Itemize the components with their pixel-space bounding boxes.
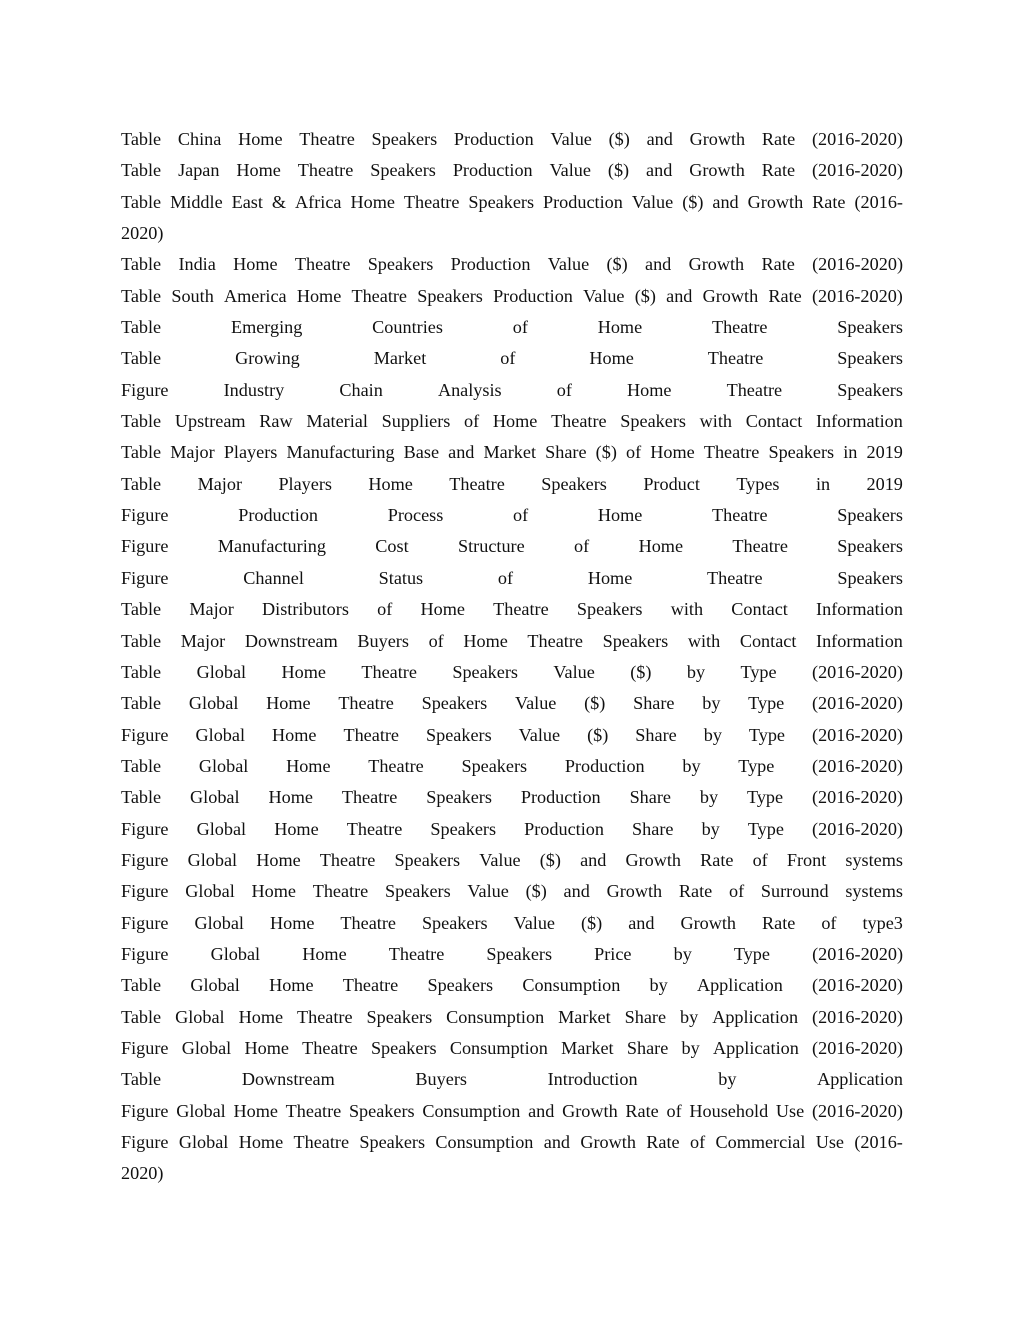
document-line: Table Upstream Raw Material Suppliers of Home Theatre Speakers with Contact Information [121,411,903,432]
document-line: Table Global Home Theatre Speakers Production Share by Type (2016-2020) [121,787,903,808]
document-line: Table Growing Market of Home Theatre Speakers [121,348,903,369]
document-line: Table Global Home Theatre Speakers Value ($) by Type (2016-2020) [121,661,903,682]
document-line: Table Emerging Countries of Home Theatre Speakers [121,317,903,338]
document-line: Table Major Players Home Theatre Speakers Product Types in 2019 [121,473,903,494]
document-line: Figure Production Process of Home Theatre Speakers [121,505,903,526]
document-line: Figure Industry Chain Analysis of Home Theatre Speakers [121,379,903,400]
document-line: Table China Home Theatre Speakers Production Value ($) and Growth Rate (2016-2020) [121,129,903,149]
document-line: 2020) [121,223,164,244]
document-line: Table South America Home Theatre Speakers Production Value ($) and Growth Rate (2016-2020) [121,285,903,306]
document-line: Figure Global Home Theatre Speakers Production Share by Type (2016-2020) [121,818,903,839]
document-page [121,124,903,1190]
document-line: Table Major Distributors of Home Theatre Speakers with Contact Information [121,599,903,620]
document-line: Figure Global Home Theatre Speakers Consumption Market Share by Application (2016-2020) [121,1037,903,1058]
document-line: Table Global Home Theatre Speakers Consumption by Application (2016-2020) [121,975,903,996]
document-line: Table Global Home Theatre Speakers Consumption Market Share by Application (2016-2020) [121,1006,903,1027]
document-line: Table Major Players Manufacturing Base and Market Share ($) of Home Theatre Speakers in 2019 [121,442,903,463]
document-line: Table India Home Theatre Speakers Production Value ($) and Growth Rate (2016-2020) [121,254,903,275]
document-line: Table Downstream Buyers Introduction by Application [121,1069,903,1090]
document-line: Figure Global Home Theatre Speakers Value ($) Share by Type (2016-2020) [121,724,903,745]
document-line: Table Middle East & Africa Home Theatre Speakers Production Value ($) and Growth Rate (2016- [121,191,903,212]
document-line: Figure Manufacturing Cost Structure of Home Theatre Speakers [121,536,903,557]
document-line: Table Global Home Theatre Speakers Production by Type (2016-2020) [121,755,903,776]
document-line: Figure Global Home Theatre Speakers Consumption and Growth Rate of Household Use (2016-2020) [121,1100,903,1121]
document-line: Figure Channel Status of Home Theatre Speakers [121,567,903,588]
document-line: Figure Global Home Theatre Speakers Consumption and Growth Rate of Commercial Use (2016- [121,1132,903,1152]
document-line: Figure Global Home Theatre Speakers Value ($) and Growth Rate of Front systems [121,849,903,870]
document-line: Figure Global Home Theatre Speakers Price by Type (2016-2020) [121,943,903,964]
document-line: Figure Global Home Theatre Speakers Value ($) and Growth Rate of Surround systems [121,881,903,902]
document-line: Table Japan Home Theatre Speakers Production Value ($) and Growth Rate (2016-2020) [121,160,903,181]
document-line: Table Major Downstream Buyers of Home Theatre Speakers with Contact Information [121,630,903,651]
document-line: Figure Global Home Theatre Speakers Value ($) and Growth Rate of type3 [121,912,903,933]
document-line: Table Global Home Theatre Speakers Value ($) Share by Type (2016-2020) [121,693,903,714]
document-line: 2020) [121,1163,164,1184]
